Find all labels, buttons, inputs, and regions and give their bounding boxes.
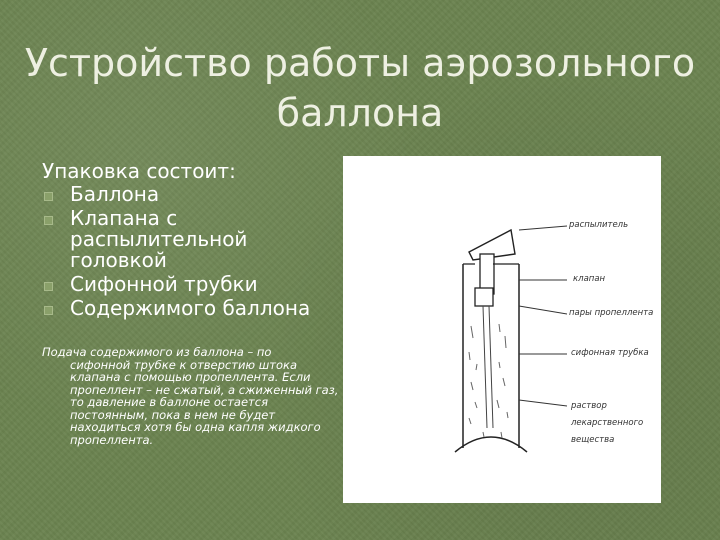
label-solution: раствор лекарственного вещества [571,401,644,445]
square-bullet-icon [44,306,53,315]
label-leader-lines [519,226,567,406]
description-note [42,346,342,446]
label-valve: клапан [573,274,606,284]
can-bottom-dome [455,437,527,452]
square-bullet-icon [44,192,53,201]
bullet-item-valve [42,208,342,271]
note-continuation: сифонной трубке к отверстию штока клапана с помощью пропеллента. Если пропеллент – не сжатый, а сжиженный газ, то давление в баллоне остается постоянным, пока в нем не будет находиться хотя бы одна капля жидкого пропеллента. [70,357,339,447]
propellant-dashes [469,324,508,438]
siphon-tube-line [483,306,487,428]
bullet-item-contents [42,298,342,319]
bullet-text: Клапана с распылительной головкой [70,206,248,272]
slide-title-line-2: баллона [276,91,444,135]
square-bullet-icon [44,216,53,225]
label-siphon-tube: сифонная трубка [571,348,649,358]
bullet-item-siphon-tube [42,274,342,295]
bullet-text: Сифонной трубки [70,272,258,296]
aerosol-diagram [343,156,661,503]
bullet-item-balloon [42,184,342,205]
bullet-list [42,184,342,319]
intro-text: Упаковка состоит: [42,159,236,183]
note-first-line: Подача содержимого из баллона – по [42,345,272,359]
bullet-text: Содержимого баллона [70,296,311,320]
bullet-text: Баллона [70,182,160,206]
slide-title [20,38,700,138]
square-bullet-icon [44,282,53,291]
label-propellant-vapor: пары пропеллента [569,308,654,318]
slide-title-line-1: Устройство работы аэрозольного [24,41,696,85]
aerosol-can-drawing [343,156,661,503]
valve-body-shape [475,288,493,306]
label-sprayer: распылитель [569,220,629,230]
content-block [42,160,342,322]
siphon-tube-line [489,306,493,428]
